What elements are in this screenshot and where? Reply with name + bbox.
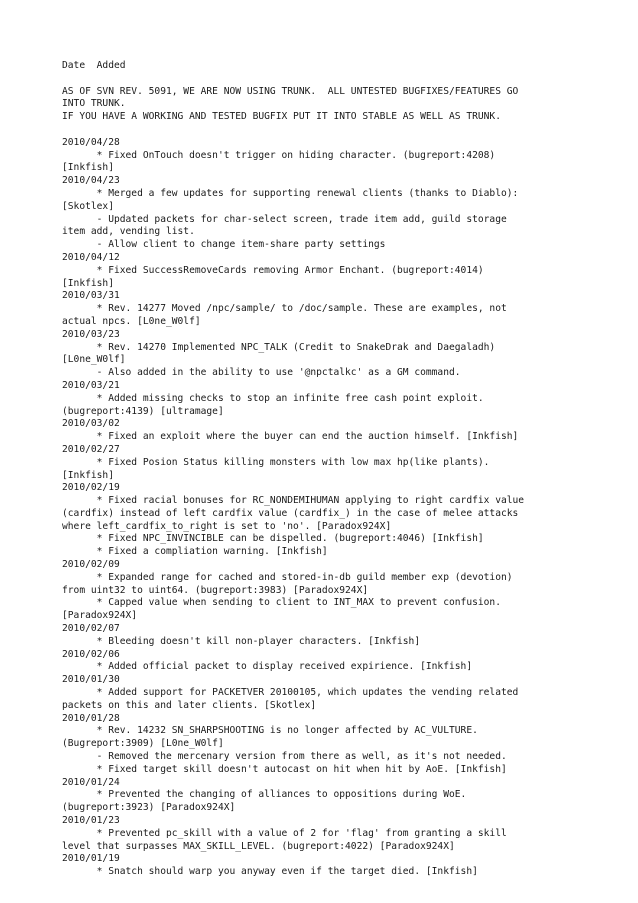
- text-line: 2010/01/28: [62, 712, 120, 724]
- text-line: 2010/04/12: [62, 251, 120, 263]
- text-line: * Added official packet to display received expirience. [Inkfish]: [62, 661, 473, 673]
- blank-line: [62, 124, 582, 137]
- text-line: 2010/01/23: [62, 815, 120, 827]
- text-line: * Prevented pc_skill with a value of 2 for 'flag' from granting a skill: [62, 827, 507, 839]
- text-line: Date Added: [62, 60, 126, 71]
- text-line: 2010/01/30: [62, 674, 120, 686]
- text-line: [Inkfish]: [62, 277, 114, 289]
- text-line: * Prevented the changing of alliances to oppositions during WoE.: [62, 789, 467, 801]
- changelog-text: [62, 60, 582, 879]
- text-line: * Bleeding doesn't kill non-player characters. [Inkfish]: [62, 635, 421, 647]
- text-line: * Added support for PACKETVER 20100105, which updates the vending related: [62, 687, 519, 699]
- text-line: packets on this and later clients. [Skotlex]: [62, 699, 317, 711]
- text-line: - Also added in the ability to use '@npctalkc' as a GM command.: [62, 367, 461, 379]
- text-line: - Allow client to change item-share party settings: [62, 239, 386, 251]
- text-line: (cardfix) instead of left cardfix value (cardfix_) in the case of melee attacks: [62, 507, 519, 519]
- text-line: * Fixed an exploit where the buyer can end the auction himself. [Inkfish]: [62, 431, 519, 443]
- text-line: (bugreport:3923) [Paradox924X]: [62, 802, 236, 814]
- text-line: INTO TRUNK.: [62, 98, 126, 110]
- text-line: * Fixed NPC_INVINCIBLE can be dispelled. (bugreport:4046) [Inkfish]: [62, 533, 484, 545]
- text-line: 2010/02/07: [62, 623, 120, 635]
- text-line: 2010/02/19: [62, 482, 120, 494]
- text-line: - Updated packets for char-select screen, trade item add, guild storage: [62, 213, 507, 225]
- text-line: * Rev. 14277 Moved /npc/sample/ to /doc/sample. These are examples, not: [62, 303, 507, 315]
- text-line: [Skotlex]: [62, 200, 114, 212]
- text-line: 2010/04/23: [62, 175, 120, 187]
- text-line: 2010/02/06: [62, 648, 120, 660]
- text-line: 2010/03/31: [62, 290, 120, 302]
- text-line: from uint32 to uint64. (bugreport:3983) [Paradox924X]: [62, 584, 369, 596]
- text-line: * Added missing checks to stop an infinite free cash point exploit.: [62, 392, 484, 404]
- text-line: (bugreport:4139) [ultramage]: [62, 405, 224, 417]
- text-line: [L0ne_W0lf]: [62, 354, 126, 366]
- text-line: * Snatch should warp you anyway even if the target died. [Inkfish]: [62, 866, 478, 878]
- text-line: * Expanded range for cached and stored-in-db guild member exp (devotion): [62, 571, 513, 583]
- text-line: * Fixed racial bonuses for RC_NONDEMIHUMAN applying to right cardfix value: [62, 495, 525, 507]
- blank-line: [62, 73, 582, 86]
- text-line: - Removed the mercenary version from there as well, as it's not needed.: [62, 751, 507, 763]
- text-line: * Merged a few updates for supporting renewal clients (thanks to Diablo):: [62, 187, 519, 199]
- text-line: * Fixed OnTouch doesn't trigger on hiding character. (bugreport:4208): [62, 149, 496, 161]
- text-line: * Fixed a compliation warning. [Inkfish]: [62, 546, 328, 558]
- text-line: 2010/03/23: [62, 328, 120, 340]
- text-line: actual npcs. [L0ne_W0lf]: [62, 315, 201, 327]
- text-line: where left_cardfix_to_right is set to 'no'. [Paradox924X]: [62, 520, 392, 532]
- text-line: [Paradox924X]: [62, 610, 138, 622]
- text-line: * Fixed SuccessRemoveCards removing Armor Enchant. (bugreport:4014): [62, 264, 484, 276]
- text-line: * Fixed Posion Status killing monsters with low max hp(like plants).: [62, 456, 490, 468]
- text-line: * Rev. 14232 SN_SHARPSHOOTING is no longer affected by AC_VULTURE.: [62, 725, 478, 737]
- text-line: 2010/03/21: [62, 379, 120, 391]
- text-line: 2010/04/28: [62, 136, 120, 148]
- text-line: * Capped value when sending to client to INT_MAX to prevent confusion.: [62, 597, 501, 609]
- text-line: * Fixed target skill doesn't autocast on hit when hit by AoE. [Inkfish]: [62, 763, 507, 775]
- text-line: [Inkfish]: [62, 469, 114, 481]
- text-line: [Inkfish]: [62, 162, 114, 174]
- text-line: 2010/01/19: [62, 853, 120, 865]
- text-line: 2010/03/02: [62, 418, 120, 430]
- text-line: 2010/02/09: [62, 559, 120, 571]
- text-line: 2010/02/27: [62, 443, 120, 455]
- text-line: (Bugreport:3909) [L0ne_W0lf]: [62, 738, 224, 750]
- text-line: IF YOU HAVE A WORKING AND TESTED BUGFIX PUT IT INTO STABLE AS WELL AS TRUNK.: [62, 111, 501, 123]
- text-line: * Rev. 14270 Implemented NPC_TALK (Credit to SnakeDrak and Daegaladh): [62, 341, 496, 353]
- text-line: AS OF SVN REV. 5091, WE ARE NOW USING TRUNK. ALL UNTESTED BUGFIXES/FEATURES GO: [62, 85, 519, 97]
- text-line: item add, vending list.: [62, 226, 195, 238]
- text-line: level that surpasses MAX_SKILL_LEVEL. (bugreport:4022) [Paradox924X]: [62, 840, 455, 852]
- text-line: 2010/01/24: [62, 776, 120, 788]
